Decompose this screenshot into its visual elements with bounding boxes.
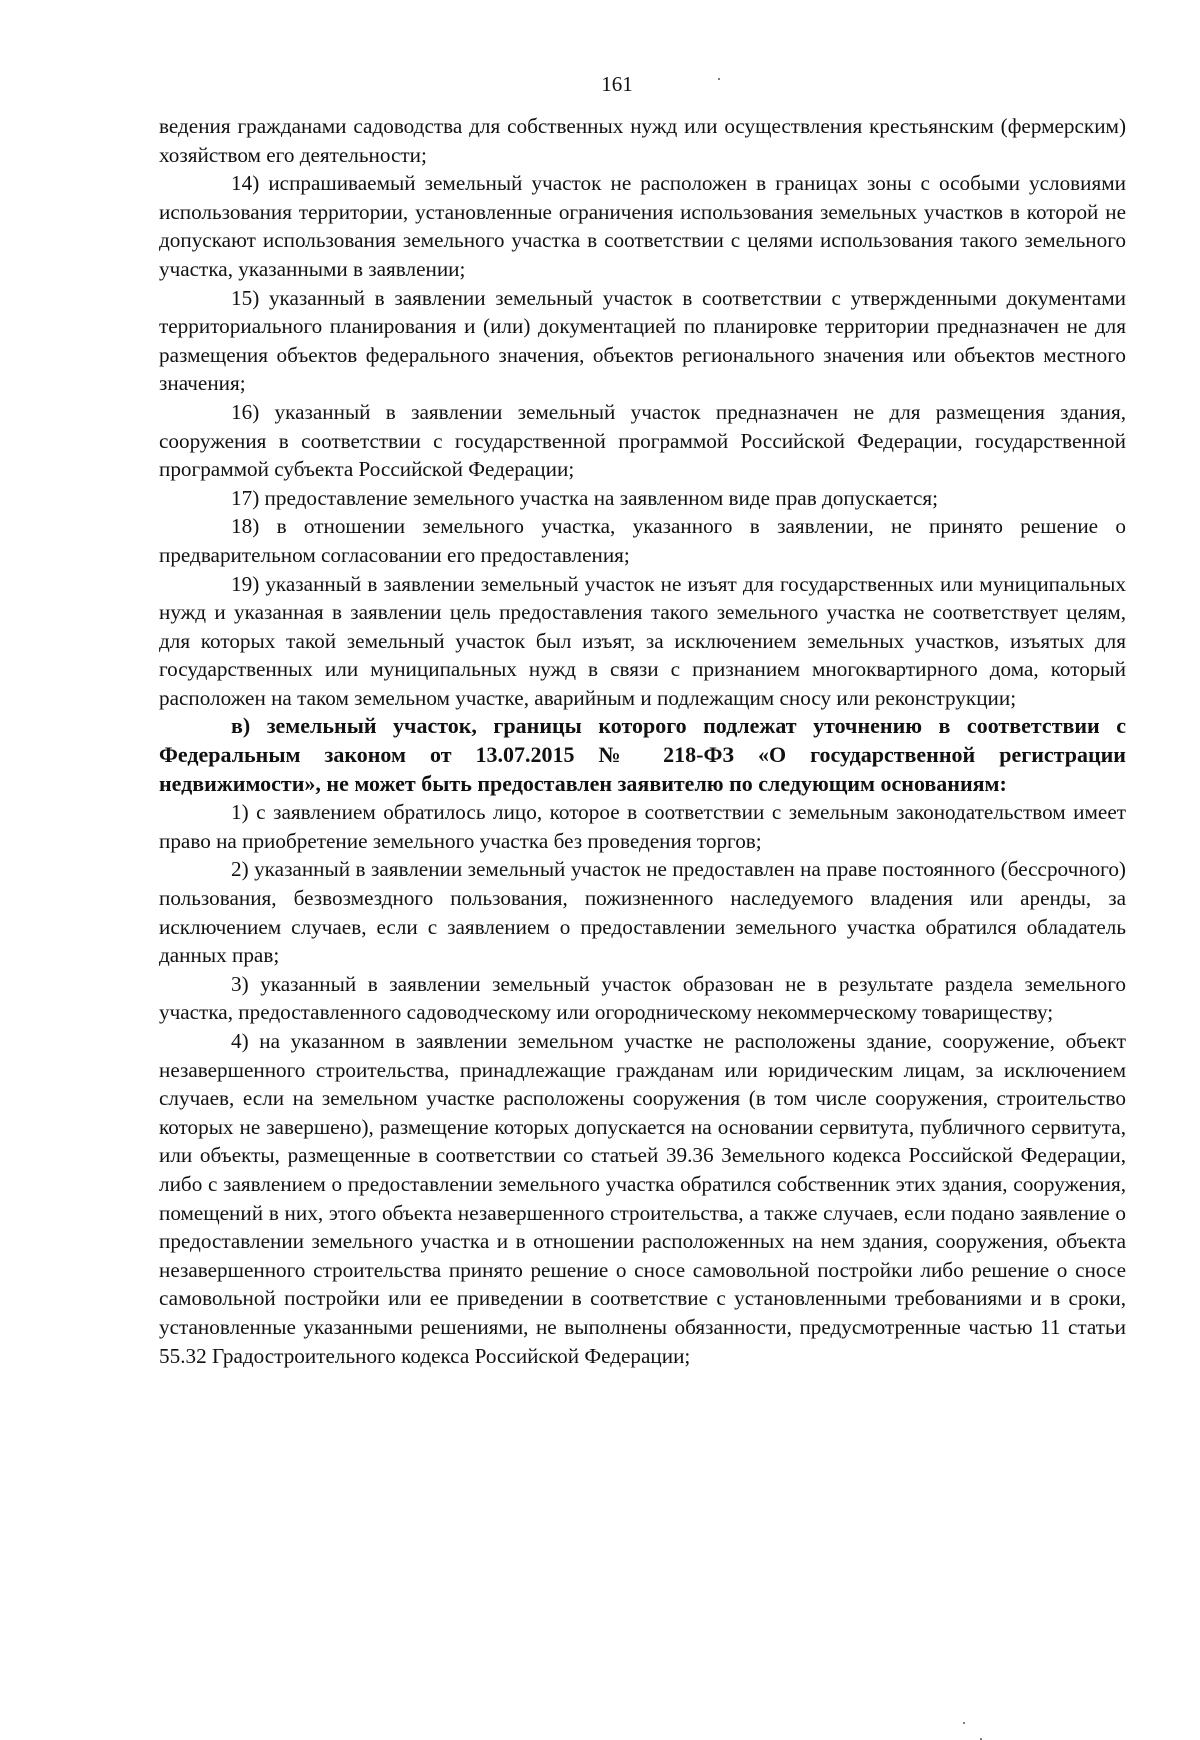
paragraph-item-17: 17) предоставление земельного участка на заявленном виде прав допускается; (231, 485, 939, 510)
paragraph-item-4: 4) на указанном в заявлении земельном участке не расположены здание, сооружение, объект незавершенного строительства, принадлежащие гражданам или юридическим лицам, за исключением случаев, если на земельном участке расположены сооружения (в том числе сооружения, строительство которых не завершено), размещение которых допускается на основании сервитута, публичного сервитута, или объекты, размещенные в соответствии со статьей 39.36 Земельного кодекса Российской Федерации, либо с заявлением о предоставлении земельного участка обратился собственник этих здания, сооружения, помещений в них, этого объекта незавершенного строительства, а также случаев, если подано заявление о предоставлении земельного участка и в отношении расположенных на нем здания, сооружения, объекта незавершенного строительства принято решение о сносе самовольной постройки либо решение о сносе самовольной постройки или ее приведении в соответствие с установленными требованиями и в сроки, установленные указанными решениями, не выполнены обязанности, предусмотренные частью 11 статьи 55.32 Градостроительного кодекса Российской Федерации; (159, 1029, 1126, 1368)
paragraph-item-18: 18) в отношении земельного участка, указанного в заявлении, не принято решение о предварительном согласовании его предоставления; (159, 514, 1126, 567)
paragraph-item-15: 15) указанный в заявлении земельный участок в соответствии с утвержденными документами территориального планирования и (или) документацией по планировке территории предназначен не для размещения объектов федерального значения, объектов регионального значения или объектов местного значения; (159, 285, 1126, 396)
page-number: 161 (601, 72, 633, 96)
paragraph-item-1: 1) с заявлением обратилось лицо, которое в соответствии с земельным законодательством имеет право на приобретение земельного участка без проведения торгов; (159, 800, 1126, 853)
paragraph-item-2: 2) указанный в заявлении земельный участок не предоставлен на праве постоянного (бессрочного) пользования, безвозмездного пользования, пожизненного наследуемого владения или аренды, за исключением случаев, если с заявлением о предоставлении земельного участка обратился обладатель данных прав; (159, 857, 1126, 968)
paragraph-item-19: 19) указанный в заявлении земельный участок не изъят для государственных или муниципальных нужд и указанная в заявлении цель предоставления такого земельного участка не соответствует целям, для которых такой земельный участок был изъят, за исключением земельных участков, изъятых для государственных или муниципальных нужд в связи с признанием многоквартирного дома, который расположен на таком земельном участке, аварийным и подлежащим сносу или реконструкции; (159, 571, 1126, 710)
scan-speck (963, 1722, 965, 1724)
paragraph-item-16: 16) указанный в заявлении земельный участок предназначен не для размещения здания, сооружения в соответствии с государственной программой Российской Федерации, государственной программой субъекта Российской Федерации; (159, 399, 1126, 482)
section-heading-v: в) земельный участок, границы которого подлежат уточнению в соответствии с Федеральным законом от 13.07.2015 № 218-ФЗ «О государственной регистрации недвижимости», не может быть предоставлен заявителю по следующим основаниям: (159, 713, 1126, 796)
paragraph-item-3: 3) указанный в заявлении земельный участок образован не в результате раздела земельного участка, предоставленного садоводческому или огородническому некоммерческому товариществу; (159, 971, 1126, 1025)
scan-speck (718, 78, 720, 80)
document-body (159, 112, 1126, 1370)
paragraph-item-14: 14) испрашиваемый земельный участок не расположен в границах зоны с особыми условиями использования территории, установленные ограничения использования земельных участков в которой не допускают использования земельного участка в соответствии с целями использования такого земельного участка, указанными в заявлении; (159, 171, 1126, 281)
paragraph-continuation: ведения гражданами садоводства для собственных нужд или осуществления крестьянским (фермерским) хозяйством его деятельности; (159, 114, 1126, 167)
